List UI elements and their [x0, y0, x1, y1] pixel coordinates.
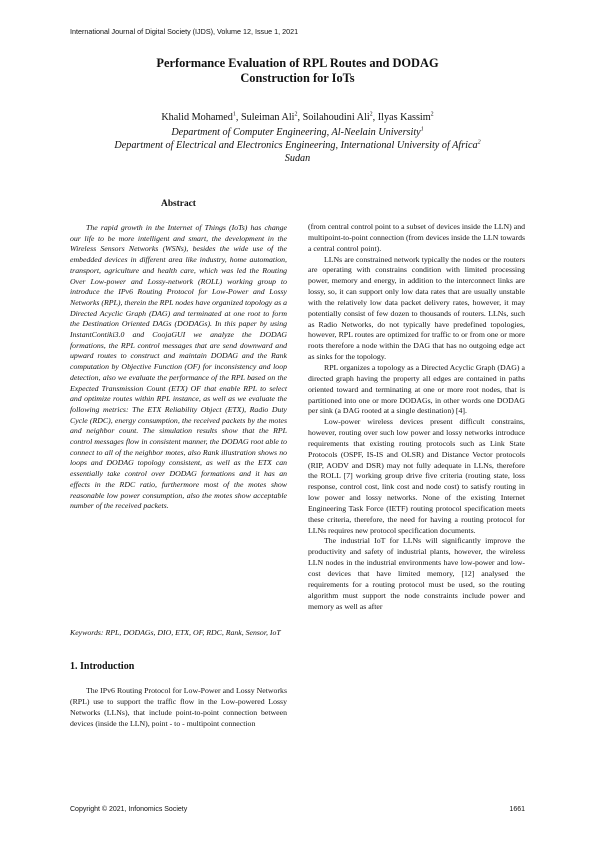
intro-paragraph: The IPv6 Routing Protocol for Low-Power and Lossy Networks (RPL) use to support the traffic flow in the Low-powered Lossy Networks (LLNs), that include point-to-point connection between devices (inside the LLN), point - to - multipoint connection — [70, 686, 287, 728]
author-affiliation-mark: 2 — [369, 111, 373, 118]
affiliation-country: Sudan — [284, 153, 311, 164]
keywords: Keywords: RPL, DODAGs, DIO, ETX, OF, RDC, Rank, Sensor, IoT — [70, 628, 281, 637]
copyright-footer: Copyright © 2021, Infonomics Society — [70, 806, 188, 813]
body-paragraph: RPL organizes a topology as a Directed Acyclic Graph (DAG) a directed graph having the property all edges are contained in paths oriented toward and terminating at one or more root nodes, that is partitioned into one or more DODAGs, in other words one DODAG per sink (a DAG rooted at a single destination) [4]. — [308, 362, 525, 416]
author-list: Khalid Mohamed$^1$, Suleiman Ali$^2$, Soilahoudini Ali$^2$, Ilyas Kassim$^2$ — [161, 111, 434, 123]
right-column — [308, 222, 525, 612]
title-line-2: Construction for IoTs — [240, 71, 355, 85]
body-paragraph: Low-power wireless devices present difficult constrains, however, routing over such low power and lossy networks introduce requirements that existing routing protocols such as Link State Protocols (OSPF, IS-IS and OLSR) and Distance Vector protocols (RIP, AODV and DSR) may not fully adequate in LLNs, therefore the ROLL [7] working group drive five criteria (routing state, loss response, control cost, link cost and node cost) to satisfy routing in low power and lossy networks. None of the existing Internet Engineering Task Force (IETF) routing protocol specification meets these criteria, therefore, the need for having a routing protocol for LLNs requires new protocol specification documents. — [308, 417, 525, 535]
abstract-text: The rapid growth in the Internet of Things (IoTs) has change our life to be more intelligent and smart, the development in the Wireless Sensors Networks (WSNs), besides the wide use of the embedded devices in different area like industry, home automation, transport, agriculture and health care, which was led the Routing Over Low-power and Lossy-network (ROLL) working group to introduce the IPv6 Routing Protocol for Low-Power and Lossy Networks (RPL), therein the RPL nodes have organized topology as a Directed Acyclic Graph (DAG) and terminated at one root to form the Destination Oriented DAGs (DODAGs). In this paper by using InstantContiki3.0 and CoojaGUI we analyze the DODAG formations, the RPL control messages that are send downward and upward routes to construct and maintain DODAG and the Rank computation by Objective Function (OF) for inconsistency and loop detection, also we evaluate the performance of the RPL based on the Expected Transmission Count (ETX) OF that enable RPL to select and optimize routes within RPL instance, as well as we evaluate the following metrics: The ETX Reliability Object (ETX), Radio Duty Cycle (RDC), energy consumption, the received packets by the motes and neighbor count. The simulation results show that the RPL control messages flow in consistent manner, the DODAG root able to connect to all of the neighbor motes, also Rank illustration shows no loops and DODAG topology consistent, as well as the ETX can essentially take control over DODAG formations and it has an effects in the RDC ratio, furthermore most of the motes show reasonable low power consumption, also the motes show acceptable number of the received packets. — [70, 223, 287, 511]
body-paragraph: The industrial IoT for LLNs will significantly improve the productivity and safety of industrial plants, however, the wireless LLN nodes in the industrial environments have low-power and low-cost devices that have limited memory, [12] analysed the requirements for a routing protocol must be used, so the routing algorithm must support the node constraints include power and memory as well as after — [308, 536, 525, 611]
affiliation-line: Department of Electrical and Electronics Engineering, International University of Africa$^2$ — [114, 139, 481, 151]
affiliations — [65, 126, 530, 165]
body-paragraph: (from central control point to a subset of devices inside the LLN) and multipoint-to-point connection (from devices inside the LLN towards a central control point). — [308, 222, 525, 253]
title-line-1: Performance Evaluation of RPL Routes and DODAG — [156, 56, 439, 70]
paper-title — [70, 56, 525, 86]
abstract-heading: Abstract — [161, 199, 196, 209]
page-number: 1661 — [509, 806, 525, 813]
author-name: Suleiman Ali — [241, 112, 295, 123]
running-header: International Journal of Digital Society (IJDS), Volume 12, Issue 1, 2021 — [70, 27, 299, 36]
author-affiliation-mark: 1 — [232, 111, 236, 118]
author-affiliation-mark: 2 — [430, 111, 434, 118]
author-name: Khalid Mohamed — [161, 112, 233, 123]
affiliation-line: Department of Computer Engineering, Al-Neelain University$^1$ — [171, 126, 424, 138]
author-name: Soilahoudini Ali — [302, 112, 370, 123]
section-heading-introduction: 1. Introduction — [70, 661, 135, 672]
author-affiliation-mark: 2 — [294, 111, 298, 118]
body-paragraph: LLNs are constrained network typically the nodes or the routers are operating with constrains condition with limited processing power, memory and energy, in addition to the interconnect links are lossy, so, it can support only low data rates that are usually unstable with the relatively low data packet delivery rates, however, it may potentially consist of few dozen to thousands of routers. LLNs, such as Radio Networks, do not typically have predefined topologies, however, RPL routes are optimized for traffic to or from one or more roots therefore a node within the DAG that has no outgoing edge act as sinks for the topology. — [308, 254, 525, 362]
author-name: Ilyas Kassim — [377, 112, 431, 123]
